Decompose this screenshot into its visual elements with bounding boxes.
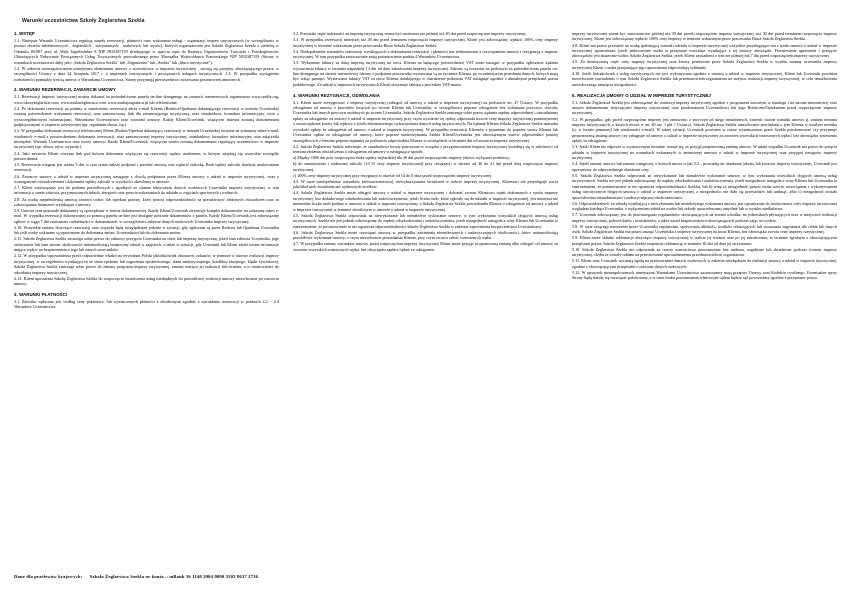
clause-paragraph: 2.1. Rezerwacji imprezy turystycznej można dokonać za pośrednictwem panelu on-line dostępnego na stronach internetowych organizatora www.szekla.org, www.obozyzeglarskie.com, www.naukazeglarstwa.com, www.nurkujzagranica.pl lub telefonicznie. <box>14 94 279 105</box>
document-columns <box>14 31 837 551</box>
clause-paragraph: a) Między 1000 dni przy rozpoczęciu złoża wpłaty najbardziej dla 30 dni przed rozpoczęciem imprezy jakości wyłącznie podstawy; <box>293 155 511 161</box>
clause-paragraph: 2.3. W przypadku dokonania rezerwacji telefonicznej Klient (Rodzic/Opiekun dokonujący rezerwacji w imieniu Uczestnika) otrzyma na wskazany adres e-mail, wiadomość e-mail z potwierdzeniem dokonania rezerwacji, oraz zamieszczonej imprezy turystycznej, standardowy formularz informacyjny oraz załączniki niezbędne, Warunki Uczestnictwa oraz wzory umowy. Każdy Klient/Uczestnik, wiążącym wiemi zostaną dokumentami regulujący uczestnictwo w imprezie turystycznej (np. obozu, rejsu, wyjazdu ). <box>14 128 279 150</box>
clause-paragraph: 5.4. Jeżeli zmiany umowy lub zmiany zastępczej, o których mowa w pkt 5.2. , prowadzą do obniżenia jakości lub kosztów imprezy turystycznej, Uczestnik jest uprawniony do odpowiedniego obniżenia ceny. <box>572 161 837 172</box>
section-heading: 3. WARUNKI PŁATNOŚCI <box>14 292 68 298</box>
clause-paragraph: 2.8. Za osobę niepełnoletnią umowę zawiera rodzic lub opiekun prawny, który ponosi odpowiedzialność za prawdziwość złożonych oświadczeń oraz za zobowiązania finansowe wynikające z umowy. <box>14 196 279 207</box>
clause-paragraph: b) do zmniejszenia i wpłaconej zaliczki (10 % ceny imprezy turystycznej) przy rezygnacji w okresie od 30 do 21 dni przed datą rozpoczęcia imprezy turystycznej; <box>293 161 558 172</box>
clause-paragraph: 2.13. Klient upoważnia Szkołę Żeglarstwa Szekla do rozpoczęcia świadczenia usług niezbędnych do prawidłowej realizacji umowy niezwłocznie po zawarciu umowy. <box>14 275 279 287</box>
clause-paragraph: c) 100% ceny imprezy turystycznej przy rezygnacji w okresie od 14 do 0 dnia przed rozpoczęciem imprezy turystycznej. <box>293 172 493 178</box>
clause-paragraph: 3.5. Wykonanie faktury za daną imprezę turystyczną na rzecz Klienta na będącego potwierdzenie VAT może nastąpić w przypadku zgłoszenia żądania wystawienia faktury w terminie najpóźniej 14 dni od daty zakończenia imprezy turystycznej. Faktury są tworzone na podstawie za pośrednictwem panelu on-line dostępnego na stronie internetowej faktury z podpisem pracownika wystawiana są na życzenie Klienta, po wcześniejszym przesłaniu danych, których mają być wziąć pamięci. Wystawiana faktury VAT za rzecz Klienta działającego w charakterze podmiotu VAT następuje zgodnie z aktualnymi przepisami prawa podatkowego. Za udział w imprezach turystycznych Klient otrzymuje fakturę z procedury VAT-marża. <box>293 60 558 87</box>
clause-paragraph: 5.6. Odpowiedzialność za szkodę wynikającą z niewykonania lub nienależytego wykonania umowy jest ograniczona do trzykrotności ceny imprezy turystycznej względem każdego Uczestnika, z wyłączeniem szkód na osobie lub szkody spowodowanej umyślnie lub w wyniku niedbalstwa. <box>572 200 837 212</box>
bank-details-footer <box>14 574 258 579</box>
clause-paragraph: imprezy turystycznej winna być wniesiona nie później niż 30 dni przed rozpoczęciem imprezy turystycznej; niż 30 dni przed terminem rozpoczęcia imprezy turystycznej, Klient jest zobowiązany wpłacić 100% ceny imprezy w terminie wskazanym przez pracownika Biura Szkoła Żeglarstwa Szekla. <box>572 31 837 42</box>
section-heading: 1. WSTĘP <box>14 31 35 36</box>
page-title: Warunki uczestnictwa Szkoły Żeglarstwa Szekla <box>22 18 145 24</box>
column-1 <box>14 31 279 551</box>
clause-paragraph: 5.9. Klient może składać reklamacje dotyczące imprezy turystycznej w trakcie jej trwania oraz po jej zakończeniu, w terminie zgodnym z obowiązującymi przepisami prawa. Szkoła Żeglarstwa Szekla rozpatruje reklamację w terminie 30 dni od dnia jej otrzymania. <box>572 235 837 246</box>
clause-paragraph: 2.9. Umowa oraz pozostałe dokumenty są sporządzane w formie dokumentowej. Każdy Klient/Uczestnik otrzymuje komplet dokumentów na wskazany adres e-mail. W wypadku rezerwacji dokonywanej za pomocą panelu on-line jest dostępne pobranie dokumentów z panelu. Każdy Klient/Uczestnik jest zobowiązany zgłosić w ciągu 7 dni zauważone rozbieżności w dokumentach, w szczególności zakresie danych osobowych Uczestnika imprezy turystycznej. <box>14 208 279 224</box>
clause-paragraph: 4.8. Klient ma prawo przenieść na osobę spełniającą warunki udziału w imprezie turystycznej wszystkie przysługujące mu z tytułu umowy o udział w imprezie turystycznej uprawnienia, jeżeli jednocześnie osoba ta przejmuje wszystkie wynikające z tej umowy obowiązki. Przeniesienie uprawnień i przejęcie obowiązków jest skuteczne wobec Szkoła Żeglarstwa Szekla, jeżeli Klient zawiadomi o tym nie później niż 7 dni przed rozpoczęciem imprezy turystycznej. <box>572 42 837 59</box>
clause-paragraph: 4.3. W razie niedopełnienia warunków (niestawiennictwa), niewykorzystania świadczeń w trakcie imprezy turystycznej, Klientowi nie przysługuje zwrot jakichkolwiek świadczeń ani wpłaconych środków. <box>293 178 558 190</box>
clause-paragraph: 5.12. W sprawach nieuregulowanych niniejszymi Warunkami Uczestnictwa zastosowanie mają przepisy Ustawy oraz Kodeksu cywilnego. Ewentualne spory Strony będą starały się rozwiązać polubownie, a w razie braku porozumienia właściwym sądem będzie sąd powszechny zgodnie z przepisami prawa. <box>572 269 837 281</box>
clause-paragraph: 4.10. Jeżeli którakolwiek z usług turystycznych nie jest wykonywana zgodnie z umową o udział w imprezie turystycznej, Klient lub Uczestnik powinien niezwłocznie zawiadomić o tym Szkoła Żeglarstwa Szekla lub przedstawiciela organizatora na miejscu realizacji imprezy turystycznej, w celu umożliwienia niezwłocznego usunięcia niezgodności. <box>572 70 837 87</box>
clause-paragraph: 5.11. Klient oraz Uczestnik wyrażają zgodę na przetwarzanie danych osobowych w zakresie niezbędnym do realizacji umowy o udział w imprezie turystycznej, zgodnie z obowiązującymi przepisami o ochronie danych osobowych. <box>572 258 837 269</box>
clause-paragraph: 2.11. Szkoła Żeglarstwa Szekla zastrzega sobie prawo do odmowy przyjęcia Uczestnika na obóz lub imprezę turystyczną, jeżeli stan zdrowia Uczestnika, jego zachowanie lub inne istotne okoliczności uniemożliwiają bezpieczny udział w zajęciach, a także w sytuacji, gdy Uczestnik lub Klient zataił istotne informacje mające wpływ na bezpieczeństwo jego lub innych uczestników. <box>14 236 279 253</box>
clause-paragraph: 3.2. Pozostała część należności za imprezę turystyczną winna być wniesiona nie później niż 30 dni przed rozpoczęciem imprezy turystycznej. <box>293 31 527 36</box>
clause-paragraph: 5.8. W razie rażącego naruszenia przez Uczestnika regulaminu, spożywania alkoholu, środków odurzających lub stwarzania zagrożenia dla siebie lub innych osób, Szkoła Żeglarstwa Szekla ma prawo usunąć Uczestnika z imprezy turystycznej na koszt Klienta, bez obowiązku zwrotu ceny imprezy turystycznej. <box>572 223 837 235</box>
clause-paragraph: 2.6. Zawarcie umowy o udział w imprezie turystycznej następuje z chwilą podpisania przez Klienta umowy o udział w imprezie turystycznej, wraz z wymaganymi oświadczeniami i dokonania wpłaty zaliczki w wysokości określonej w umowie. <box>14 173 279 184</box>
clause-paragraph: 2.12. W przypadku wprowadzenia przez odpowiednie władze na terytorium Polski jakichkolwiek obostrzeń, zakazów, w terminie w okresie realizacji imprezy turystycznej, w szczególności wynikających ze stanu epidemii lub zagrożenia epidemicznego, stanu nadzwyczajnego, konfliktu zbrojnego, klęski żywiołowej, Szkoła Żeglarstwa Szekla zastrzega sobie prawo do zmiany programu imprezy turystycznej, zmiany miejsca jej realizacji lub terminu, a w ostateczności do odwołania imprezy turystycznej. <box>14 253 279 275</box>
clause-paragraph: 5.10. Szkoła Żeglarstwa Szekla nie odpowiada za rzeczy wartościowe pozostawione bez nadzoru, zagubione lub skradzione podczas trwania imprezy turystycznej, chyba że zostały oddane na przechowanie upoważnionemu przedstawicielowi organizatora. <box>572 246 837 258</box>
clause-paragraph: 2.4. Jako zawarcie Klient otrzyma link pod którym dokonania wiążącym się rezerwacji wpłaty ustaleniem, w którym znajdują się wszystkie szczegóły potwierdzenia. <box>14 150 279 161</box>
bank-details-label: Dane dla przelewów krajowych: <box>14 574 83 579</box>
clause-paragraph: 4.5. Szkoła Żeglarstwa Szekla odpowiada za niewykonanie lub nienależyte wykonanie umowy, w tym wykonania wszystkich objętych umową usług turystycznych. Szekla nie jest jednak zobowiązany do zapłaty odszkodowania i zadośćuczynienia, jeżeli niezgodność nastąpiła z winy Klienta lub Uczestnika (z zastrzeżeniem, że postanowienie to nie ogranicza odpowiedzialności Szkoły Żeglarstwa Szekla w zakresie zapewnienia bezpieczeństwa Uczestnikom). <box>293 212 558 229</box>
clause-paragraph: 3.3. W przypadku rezerwacji mniejszej niż 30 dni przed terminem rozpoczęcia imprezy turystycznej, Klient jest zobowiązany wpłacić 100% ceny imprezy turystycznej w terminie wskazanym przez pracownika Biura Szkoła Żeglarstwa Szekla. <box>293 37 558 48</box>
clause-paragraph: 5.5. Szkoła Żeglarstwa Szekla odpowiada za niewykonanie lub nienależyte wykonanie umowy, w tym wykonania wszystkich objętych umową usług turystycznych. Szekla nie jest jednak zobowiązany do zapłaty odszkodowania i zadośćuczynienia, jeżeli niezgodność nastąpiła z winy Klienta lub Uczestnika (z zastrzeżeniem, że postanowienie to nie ogranicza odpowiedzialności Szekla), lub b) winę za niezgodność ponosi osoba trzecia, niezwiązana z wykonywaniem usług turystycznych objętych umową o udział w imprezie turystycznej, a niezgodności nie dało się przewidzieć lub uniknąć, albo c) niezgodność została spowodowana nieuniknionymi i nadzwyczajnymi okolicznościami. <box>572 172 837 200</box>
clause-paragraph: 2.2. Po dokonaniu rezerwacji na podany w zamówieniu rezerwacji adres e-mail Klienta (Rodzica/Opiekuna dokonującego rezerwacji w imieniu Uczestnika) zostaną potwierdzenie wykonania rezerwacji, oraz zamieszczony link dla zamawiającego turystyczną, oraz standardowy formularz informacyjny, wzór z wyszczególnionymi informacjami. Warunkami Uczestnictwa oraz wzorami umowy. Każdy Klient/Uczestnik, wiążącym imieniu zostaną dokumentami podpisywanymi w imprezie turystycznej (np. regulamin obozu, itp.). <box>14 105 279 128</box>
clause-paragraph: 5.1. Szkoła Żeglarstwa Szekla jest zobowiązany do realizacji imprezy turystycznej zgodnie z programem zawartym w katalogu i na stronie internetowej oraz innymi dokumentami dotyczącymi imprezy turystycznej oraz przekazanymi Uczestnikowi lub jego Rodzicom/Opiekunom przed rozpoczęciem imprezy turystycznej. <box>572 99 837 116</box>
clause-paragraph: 4.7. W przypadku zmiany warunków umowy przed rozpoczęciem imprezy turystycznej Klient może przyjąć proponowaną zmianę albo odstąpić od umowy za zwrotem wszystkich wniesionych wpłat, bez obowiązku zapłaty opłaty za odstąpienie. <box>293 241 558 252</box>
clause-paragraph: 4.2. Szkoła Żeglarstwa Szekla informuje, że standardowe koszty ponoszone w związku z przygotowaniem imprezy turystycznej kształtują się w zależności od terminu złożenia oświadczenia o odstąpieniu od umowy w następujący sposób: <box>293 143 558 155</box>
clause-paragraph: 4.4. Szkoła Żeglarstwa Szekla może odstąpić umowy o udział w imprezie turystycznej i dokonać zwrotu Klientowi wpłat dokonanych z tytułu imprezy turystycznej, bez dodatkowego odszkodowania lub zadośćuczynienia, jeżeli liczba osób, które zgłosiły się do udziału w imprezie turystycznej, jest mniejsza niż minimalna liczba osób podana w umowie o udział w imprezie turystycznej, a Szkoła Żeglarstwa Szekla powiadomiła Klienta o odstąpieniu od umowy o udział w imprezie turystycznej w terminie określonym w umowie o udział w imprezie turystycznej. <box>293 190 558 212</box>
clause-paragraph: 2.7. Klient zobowiązany jest do podania prawidłowych i zgodnych ze stanem faktycznym danych osobowych Uczestnika imprezy turystycznej, w tym informacji o stanie zdrowia, przyjmowanych lekach, alergiach oraz przeciwwskazaniach do udziału w zajęciach sportowych i wodnych. <box>14 185 279 196</box>
section-heading: 4. WARUNKI REZYGNACJI, ODWOŁANIA <box>293 92 381 98</box>
clause-paragraph: 3.4. Niedopełnienie warunków rezerwacji wynikających z dokonanymi rezerwacji i płatności jest jednoznaczne z rozwiązaniem umowy i rezygnacją z imprezy turystycznej. W tym przypadku zastosowanie mają postanowienia punktu 4 Warunków Uczestnictwa. <box>293 48 558 59</box>
clause-paragraph: 2.10. Wszystkie zmiany dotyczące rezerwacji oraz wyjazdu będą uwzględniane jedynie w sytuacji, gdy zgłaszane są przez Rodzica lub Opiekuna Uczestnika lub jeśli osoby wskazane są uprawnione do dokonania zmian. Uczestnikowi lub do dokonania zmian. <box>14 224 279 236</box>
clause-paragraph: 4.1. Klient może zrezygnować z imprezy turystycznej (odstąpić od umowy o udział w imprezie turystycznej) na podstawie art. 47 Ustawy. W przypadku odstąpienia od umowy z powodów leżących po stronie Klienta lub Uczestnika, w szczególności poprzez odstąpienie bez wskazania przyczyn, choroby Uczestnika lub innych przyczyn osobistych po stronie Uczestnika, Szkoła Żeglarstwa Szekla zastrzega sobie prawo żądania zapłaty odpowiedniej i uzasadnionej opłaty za odstąpienie od umowy o udział w imprezie turystycznej, przy czym wysokość tej opłaty odpowiada kwocie ceny imprezy turystycznej pomniejszonej o zaoszczędzone koszty lub wpływy z tytułu alternatywnego wykorzystania danych usług turystycznych. Na żądanie Klienta Szkoła Żeglarstwa Szekla uzasadni wysokość opłaty za odstąpienie od umowy o udział w imprezie turystycznej. W przypadku rezerwacji Klientów z pytaniami do poprzez strony Klienta lub Uczestnika opłata za odstąpienie od umowy, które poprzez niedotrzymania Szekla Klient/Uczestnika jest obowiązanym wnieść odpowiednio poniżej szczegółowych z terminu poprzez najmniej na podstawie odpowiednia Klienta w szczegółach w terminie dni od zawarcia imprezy turystycznej. <box>293 99 558 143</box>
section-heading: 5. REALIZACJA UMOWY O UDZIAŁ W IMPREZIE TURYSTYCZNEJ <box>572 92 711 98</box>
clause-paragraph: 1.2. W zakresie nieuregulowanym niniejszymi elementami umowy o uczestnictwo w imprezie turystycznej , stosują się przepisy obowiązującego prawa, w szczególności Ustawy z dnia 24 listopada 2017 r. o imprezach turystycznych i powiązanych usługach turystycznych. 1.3. W przypadku wystąpienia rozbieżności pomiędzy treścią umowy a Warunkami Uczestnictwa, Strony przyjmują pierwszeństwo stosowania postanowień umownych. <box>14 65 279 82</box>
clause-paragraph: 5.2. W przypadku, gdy przed rozpoczęciem imprezy jest zmuszony, z przyczyn od niego niezależnych, zmienić istotne warunki umowy tj. zmiana terminu imprezy turystycznych, o których mowa w art. 40 ust. 1 pkt 1 Ustawy), Szkoła Żeglarstwa Szekla niezwłocznie powiadomi o tym Klienta w trwałym nośniku (tj. w formie pisemnej) lub wiadomości e-mail). W takiej sytuacji Uczestnik powinien w czasie wyznaczonym przez Szekla poinformować czy przyjmuje proponowaną zmianę umowy czy odstępuje od umowy o udział w imprezie turystycznej za zwrotem wszystkich wniesionych wpłat i bez obowiązku wniesienia opłaty za odstąpienie. <box>572 116 837 144</box>
clause-paragraph: 1.1. Niniejsze Warunki Uczestnictwa regulują zasady rezerwacji, płatności oraz wykonania usługi - organizacji imprez turystycznych (w szczególności w postaci obozów młodzieżowych , żeglarskich , stacjonarnych , nurkowych lub rejsów), których organizatorem jest Szkoła Żeglarstwa Szekla z siedzibą w Gdańsku 80-887 przy ul. Wały Jagiellońskie 8 NIP 5832387159 działającego w oparciu wpis do Rejestru Organizatorów Turystyki i Przedsiębiorców Ułatwiających Nabywanie Powiązanych Usług Turystycznych prowadzonego przez Marszałka Województwa Pomorskiego NIP 5832387159 (Strony w warunkach uczestnictwa dalej jako „Szkoła Żeglarstwa Szekla" lub „Organizator" lub „Szekla" lub „biuro turystyczne"). <box>14 37 279 65</box>
clause-paragraph: 4.6. Szkoła Żeglarstwa Szekla może rozwiązać umowę w przypadku zaistnienia nieuniknionych i nadzwyczajnych okoliczności, które uniemożliwiają prawidłowe wykonanie umowy, o czym niezwłocznie powiadamia Klienta, przy czym zwraca całość wniesionych wpłat. <box>293 229 558 241</box>
clause-paragraph: 4.9. Za nieuiszczoną część ceny imprezy turystycznej oraz koszty poniesione przez Szkoła Żeglarstwa Szekla w wyniku zmiany uczestnika imprezy turystycznej Klient i osoba przejmująca jego uprawnienia odpowiadają solidarnie. <box>572 59 837 70</box>
clause-paragraph: 5.3. Jeżeli Klient nie odpowie w wyznaczonym terminie, uznaje się, że przyjął proponowaną zmianę umowy. W takim wypadku Uczestnik ma prawo do wzięcia udziału w imprezie turystycznej na warunkach wskazanych w zmienionej umowie o udział w imprezie turystycznej oraz przyjętej następczo imprezy turystycznej. <box>572 144 837 161</box>
column-2 <box>293 31 558 551</box>
clause-paragraph: 3.1. Zaliczka wpłacana jest według ceny pakietowe, lub wyznaczonych płatności z określonymi zgodnie z warunkami rezerwacji w punktach 2.2. - 2.4 Warunków Uczestnictwa. <box>14 298 279 310</box>
clause-paragraph: 5.7. Uczestnik zobowiązany jest do przestrzegania regulaminów obowiązujących na terenie ośrodka, na jednostkach pływających oraz w miejscach realizacji imprezy turystycznej, poleceń kadry i instruktorów, a także zasad bezpieczeństwa obowiązujących podczas zajęć na wodzie. <box>572 212 837 223</box>
clause-paragraph: 2.5. Rezerwacja wstępna jest ważna 3 dni, w tym czasie należy podpisać i przesłać umowę oraz wpłacić zaliczkę. Brak wpłaty zaliczki skutkuje anulowaniem rezerwacji. <box>14 162 279 173</box>
section-heading: 2. WARUNKI REZERWACJI, ZAWARCIE UMOWY <box>14 87 116 93</box>
bank-details-value: Szkoła Żeglarstwa Szekla nr konta .: mBank 16 1140 2004 0000 3502 8637 2736 <box>89 574 259 579</box>
column-3 <box>572 31 837 551</box>
